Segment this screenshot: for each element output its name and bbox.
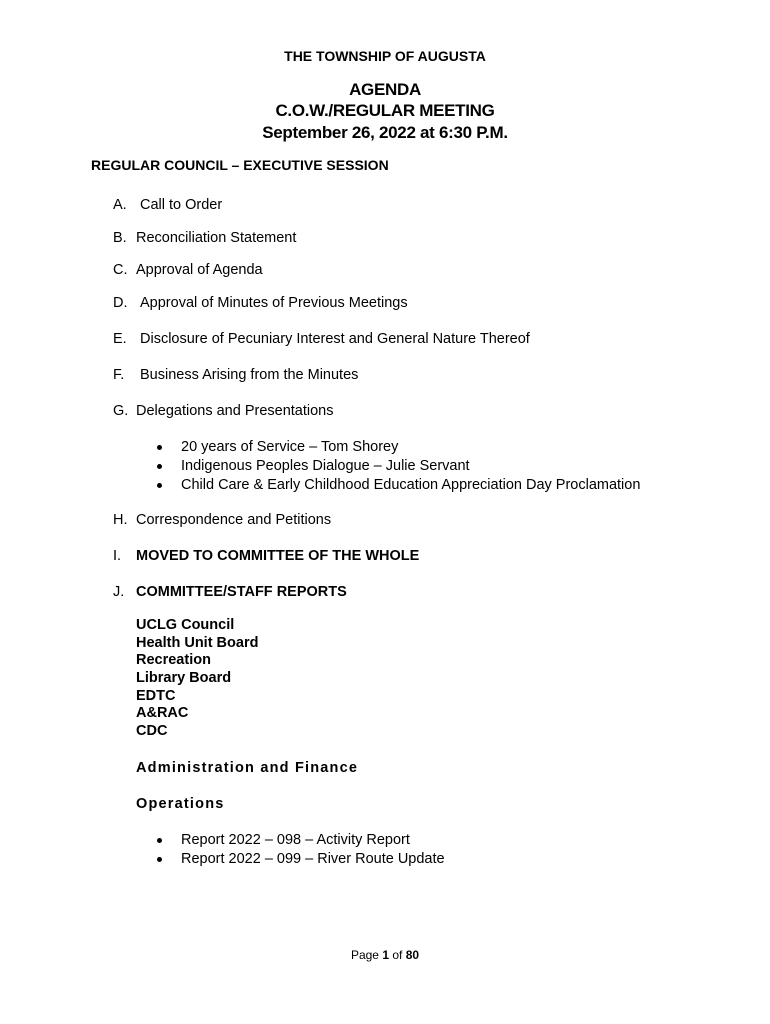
page-footer (0, 948, 770, 962)
item-text: Delegations and Presentations (136, 403, 334, 419)
committee-item: Health Unit Board (136, 634, 259, 651)
item-text: Approval of Agenda (136, 262, 263, 278)
item-letter: H. (113, 512, 128, 528)
committee-item: Library Board (136, 670, 232, 687)
list-item-text: Report 2022 – 099 – River Route Update (181, 851, 445, 867)
item-letter: A. (113, 197, 127, 213)
operations-reports-list (155, 831, 445, 869)
list-item (155, 850, 445, 869)
delegations-list (155, 438, 640, 495)
agenda-title: AGENDA (349, 80, 421, 99)
bullet-icon (157, 445, 162, 450)
list-item (155, 831, 445, 850)
of-label: of (392, 948, 403, 962)
meeting-title: C.O.W./REGULAR MEETING (275, 101, 495, 120)
list-item-text: Child Care & Early Childhood Education Appreciation Day Proclamation (181, 477, 641, 493)
item-letter: C. (113, 262, 128, 278)
item-text: Business Arising from the Minutes (140, 367, 359, 383)
agenda-item-e (113, 331, 530, 347)
agenda-item-c (113, 262, 263, 278)
list-item-text: Indigenous Peoples Dialogue – Julie Servant (181, 458, 470, 474)
list-item-text: Report 2022 – 098 – Activity Report (181, 832, 410, 848)
bullet-icon (157, 838, 162, 843)
list-item (155, 476, 640, 495)
agenda-item-a (113, 197, 222, 213)
item-letter: G. (113, 403, 129, 419)
meeting-date: September 26, 2022 at 6:30 P.M. (262, 123, 508, 142)
item-letter: D. (113, 295, 128, 311)
committee-item: UCLG Council (136, 617, 235, 633)
operations-heading: Operations (136, 796, 225, 812)
committee-list (136, 617, 258, 741)
item-text: MOVED TO COMMITTEE OF THE WHOLE (136, 548, 420, 564)
item-letter: E. (113, 331, 127, 347)
agenda-item-b (113, 230, 296, 246)
bullet-icon (157, 483, 162, 488)
item-text: Correspondence and Petitions (136, 512, 332, 528)
admin-finance-heading: Administration and Finance (136, 760, 359, 776)
bullet-icon (157, 464, 162, 469)
session-title: REGULAR COUNCIL – EXECUTIVE SESSION (91, 157, 389, 173)
page-total: 80 (405, 948, 420, 962)
agenda-item-h (113, 512, 331, 528)
committee-item: EDTC (136, 687, 176, 704)
bullet-icon (157, 857, 162, 862)
item-text: Disclosure of Pecuniary Interest and General Nature Thereof (140, 331, 530, 347)
agenda-item-d (113, 295, 408, 311)
item-letter: F. (113, 367, 125, 383)
page-label: Page (350, 948, 379, 962)
agenda-item-j (113, 584, 347, 600)
list-item (155, 438, 640, 457)
item-letter: J. (113, 584, 125, 600)
committee-item: Recreation (136, 652, 211, 669)
agenda-item-g (113, 403, 334, 419)
item-text: Call to Order (140, 197, 223, 213)
item-text: Approval of Minutes of Previous Meetings (140, 295, 408, 311)
committee-item: A&RAC (136, 705, 189, 722)
item-letter: B. (113, 230, 127, 246)
committee-item: CDC (136, 723, 168, 740)
item-text: COMMITTEE/STAFF REPORTS (136, 584, 347, 600)
item-letter: I. (113, 548, 122, 564)
page-number: 1 (382, 948, 389, 962)
item-text: Reconciliation Statement (136, 230, 297, 246)
list-item-text: 20 years of Service – Tom Shorey (181, 439, 399, 455)
agenda-item-f (113, 367, 358, 383)
township-name: THE TOWNSHIP OF AUGUSTA (284, 48, 486, 64)
agenda-item-i (113, 548, 419, 564)
list-item (155, 457, 640, 476)
